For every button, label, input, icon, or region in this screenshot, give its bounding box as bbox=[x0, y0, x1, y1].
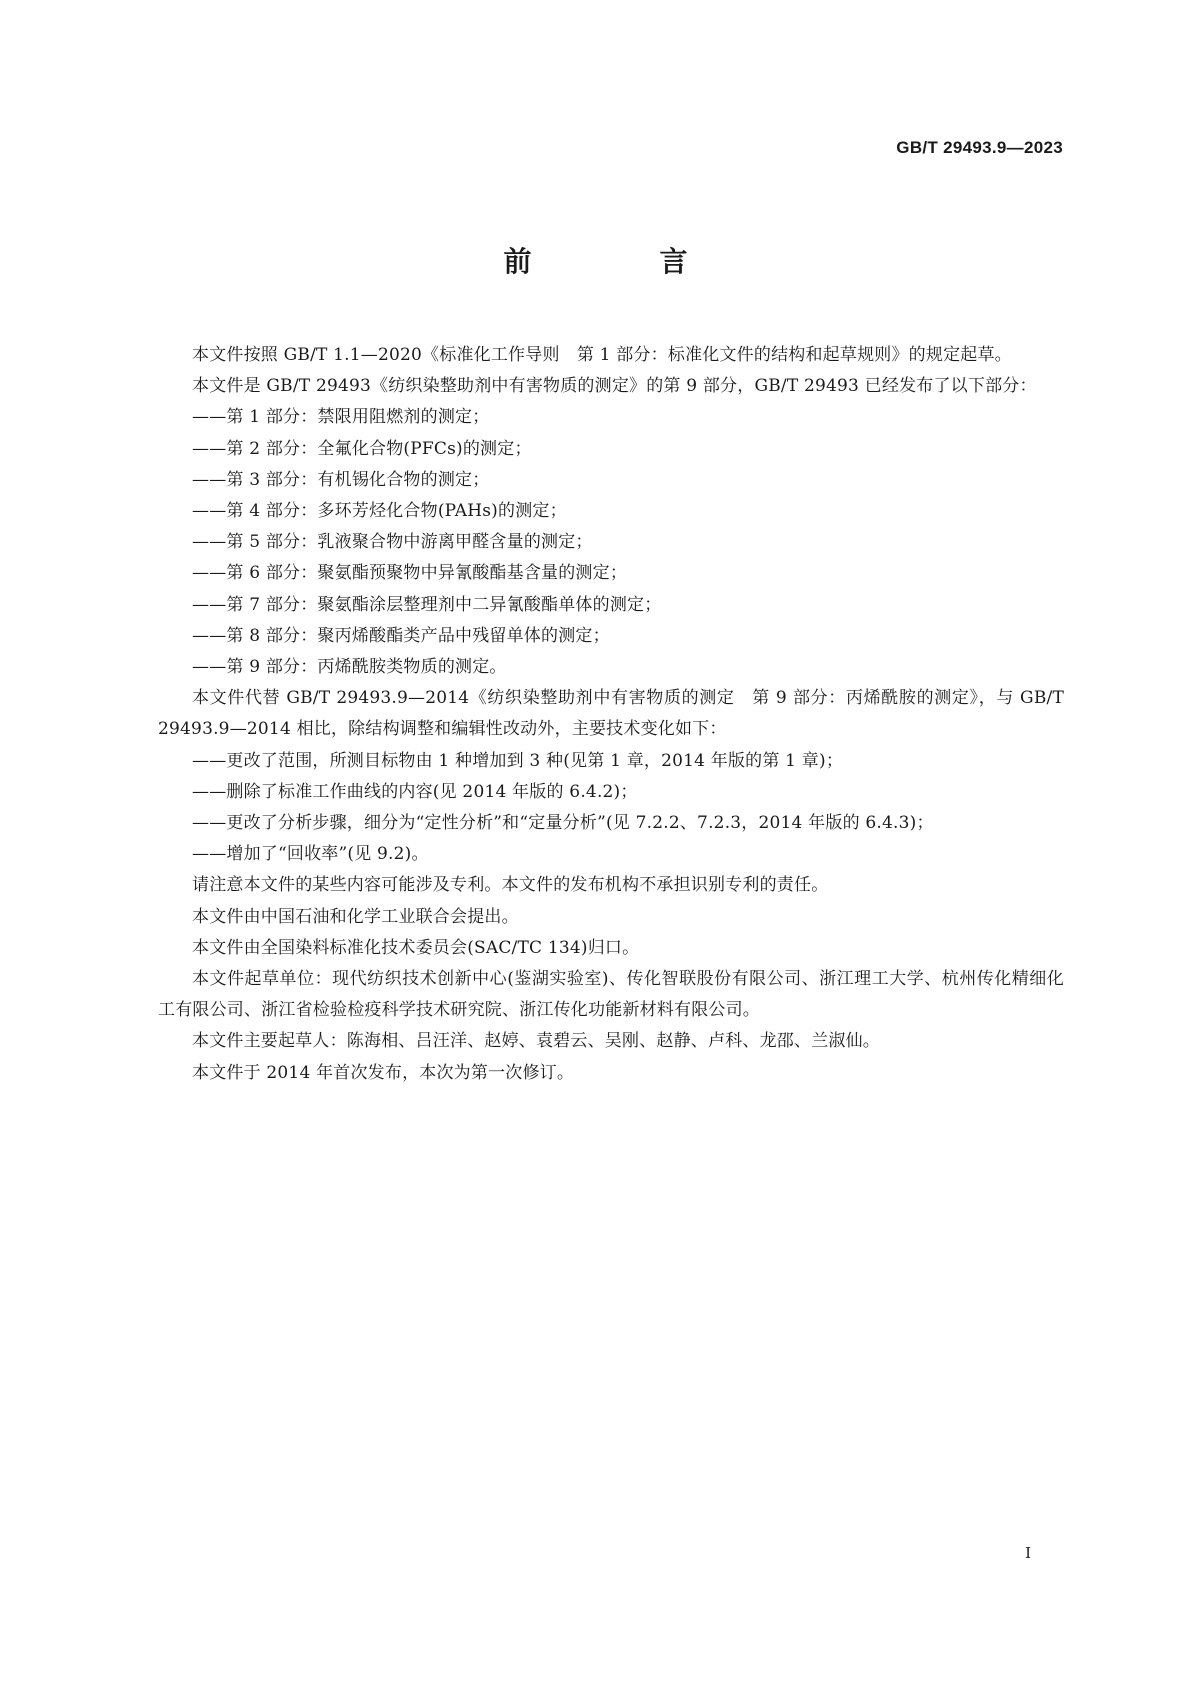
list-item-change-3: ——更改了分析步骤，细分为“定性分析”和“定量分析”(见 7.2.2、7.2.3，2014 年版的 6.4.3)； bbox=[192, 813, 934, 834]
list-item-part-2: ——第 2 部分：全氟化合物(PFCs)的测定； bbox=[192, 438, 532, 459]
paragraph-replaces: 本文件代替 GB/T 29493.9—2014《纺织染整助剂中有害物质的测定 第 9 部分：丙烯酰胺的测定》，与 GB/T 29493.9—2014 相比，除结构调整和编辑性改动外，主要技术变化如下： bbox=[158, 688, 1064, 740]
list-item-part-8: ——第 8 部分：聚丙烯酸酯类产品中残留单体的测定； bbox=[192, 625, 610, 646]
list-item-change-1: ——更改了范围，所测目标物由 1 种增加到 3 种(见第 1 章，2014 年版的第 1 章)； bbox=[192, 750, 844, 771]
paragraph-revision-history: 本文件于 2014 年首次发布，本次为第一次修订。 bbox=[192, 1062, 575, 1083]
list-item-part-1: ——第 1 部分：禁限用阻燃剂的测定； bbox=[192, 407, 490, 428]
paragraph-drafting-units: 本文件起草单位：现代纺织技术创新中心(鉴湖实验室)、传化智联股份有限公司、浙江理工大学、杭州传化精细化工有限公司、浙江省检验检疫科学技术研究院、浙江传化功能新材料有限公司。 bbox=[158, 969, 1064, 1021]
foreword-body bbox=[158, 340, 1064, 1089]
list-item-change-4: ——增加了“回收率”(见 9.2)。 bbox=[192, 844, 429, 865]
paragraph-drafting-rules: 本文件按照 GB/T 1.1—2020《标准化工作导则 第 1 部分：标准化文件的结构和起草规则》的规定起草。 bbox=[192, 345, 1012, 365]
list-item-part-7: ——第 7 部分：聚氨酯涂层整理剂中二异氰酸酯单体的测定； bbox=[192, 594, 662, 615]
list-item-part-3: ——第 3 部分：有机锡化合物的测定； bbox=[192, 469, 490, 490]
document-code: GB/T 29493.9—2023 bbox=[896, 138, 1063, 157]
paragraph-proposed-by: 本文件由中国石油和化学工业联合会提出。 bbox=[192, 906, 519, 927]
list-item-change-2: ——删除了标准工作曲线的内容(见 2014 年版的 6.4.2)； bbox=[192, 781, 638, 802]
list-item-part-6: ——第 6 部分：聚氨酯预聚物中异氰酸酯基含量的测定； bbox=[192, 563, 628, 584]
paragraph-series-intro: 本文件是 GB/T 29493《纺织染整助剂中有害物质的测定》的第 9 部分，GB/T 29493 已经发布了以下部分： bbox=[192, 376, 1037, 397]
paragraph-drafters: 本文件主要起草人：陈海相、吕汪洋、赵婷、袁碧云、吴刚、赵静、卢科、龙邵、兰淑仙。 bbox=[192, 1031, 880, 1052]
list-item-part-5: ——第 5 部分：乳液聚合物中游离甲醛含量的测定； bbox=[192, 532, 593, 553]
page-title: 前 言 bbox=[503, 245, 738, 278]
paragraph-under-jurisdiction: 本文件由全国染料标准化技术委员会(SAC/TC 134)归口。 bbox=[192, 937, 640, 958]
page-number: I bbox=[1025, 1544, 1031, 1562]
paragraph-patent-notice: 请注意本文件的某些内容可能涉及专利。本文件的发布机构不承担识别专利的责任。 bbox=[192, 875, 829, 896]
list-item-part-9: ——第 9 部分：丙烯酰胺类物质的测定。 bbox=[192, 657, 507, 678]
list-item-part-4: ——第 4 部分：多环芳烃化合物(PAHs)的测定； bbox=[192, 501, 567, 522]
